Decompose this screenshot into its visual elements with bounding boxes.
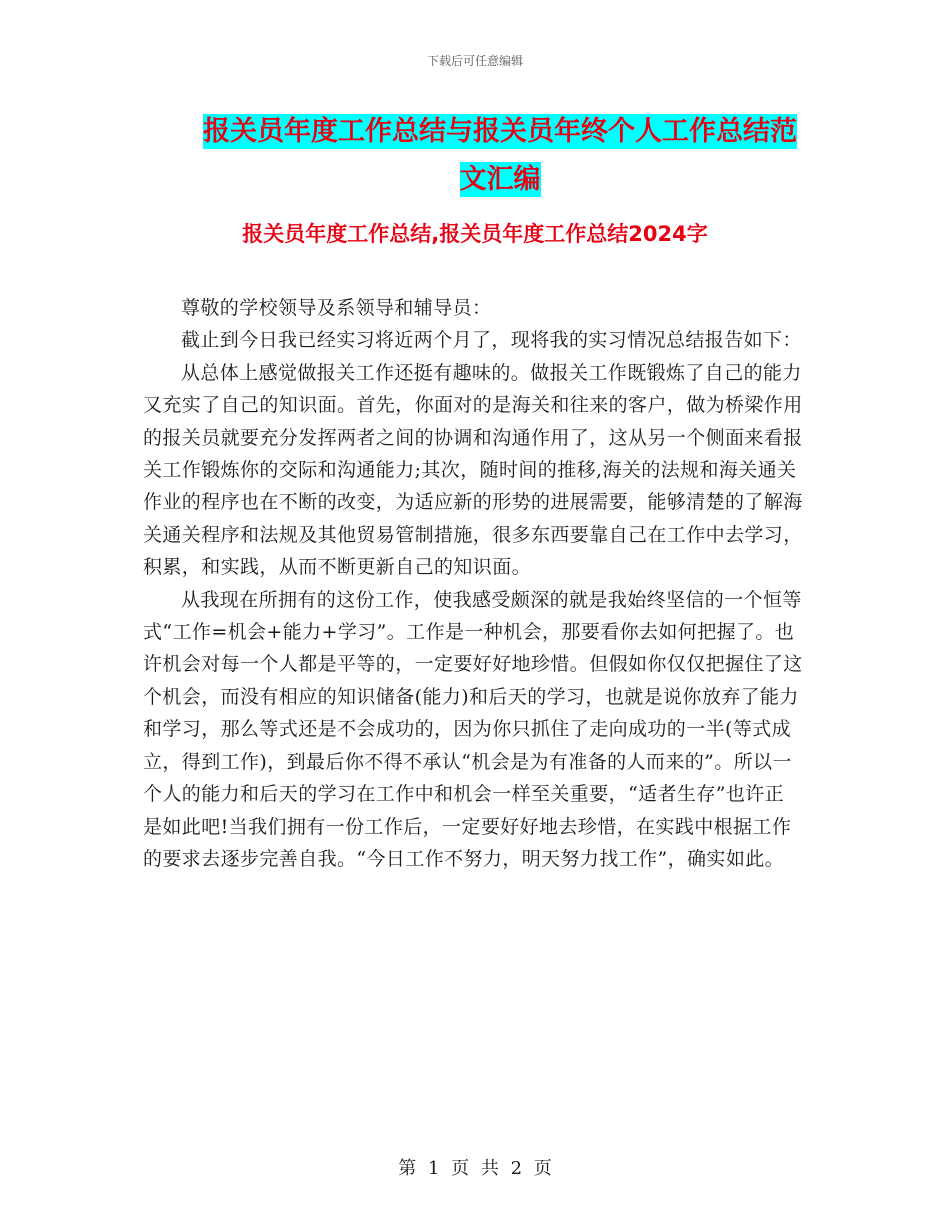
document-title: [190, 108, 810, 204]
body-paragraph: 从我现在所拥有的这份工作，使我感受颇深的就是我始终坚信的一个恒等式“工作=机会+能力+学习”。工作是一种机会，那要看你去如何把握了。也许机会对每一个人都是平等的，一定要好好地珍惜。但假如你仅仅把握住了这个机会，而没有相应的知识储备(能力)和后天的学习，也就是说你放弃了能力和学习，那么等式还是不会成功的，因为你只抓住了走向成功的一半(等式成立，得到工作)，到最后你不得不承认“机会是为有准备的人而来的”。所以一个人的能力和后天的学习在工作中和机会一样至关重要，“适者生存”也许正是如此吧!当我们拥有一份工作后，一定要好好地去珍惜，在实践中根据工作的要求去逐步完善自我。“今日工作不努力，明天努力找工作”，确实如此。: [143, 588, 803, 870]
page-number: 第 1 页 共 2 页: [398, 1158, 552, 1179]
document-body: [143, 292, 803, 875]
body-paragraph: 截止到今日我已经实习将近两个月了，现将我的实习情况总结报告如下：: [181, 329, 802, 352]
document-subtitle: 报关员年度工作总结,报关员年度工作总结2024字: [242, 222, 708, 246]
header-note: 下载后可任意编辑: [426, 54, 523, 68]
salutation-paragraph: 尊敬的学校领导及系领导和辅导员：: [181, 297, 492, 319]
body-paragraph: 从总体上感觉做报关工作还挺有趣味的。做报关工作既锻炼了自己的能力又充实了自己的知识面。首先，你面对的是海关和往来的客户，做为桥梁作用的报关员就要充分发挥两者之间的协调和沟通作用了，这从另一个侧面来看报关工作锻炼你的交际和沟通能力;其次，随时间的推移,海关的法规和海关通关作业的程序也在不断的改变，为适应新的形势的进展需要，能够清楚的了解海关通关程序和法规及其他贸易管制措施，很多东西要靠自己在工作中去学习，积累，和实践，从而不断更新自己的知识面。: [143, 361, 803, 579]
document-title-text: 报关员年度工作总结与报关员年终个人工作总结范文汇编: [203, 116, 797, 195]
